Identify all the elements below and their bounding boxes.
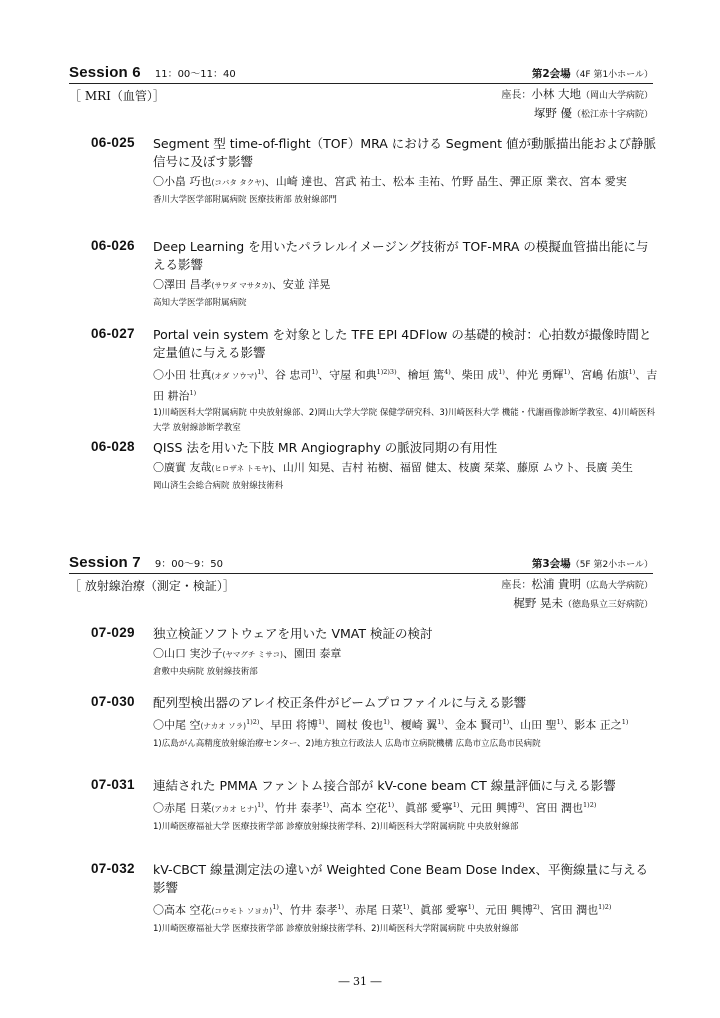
session-topic: ［ 放射線治療（測定・検証）］ bbox=[69, 579, 235, 593]
presentation-authors: 〇山口 実沙子(ヤマグチ ミサコ)、園田 泰章 bbox=[153, 647, 342, 660]
session-chairs bbox=[501, 576, 653, 614]
presentation-title: 連結された PMMA ファントム接合部が kV-cone beam CT 線量評価に与える影響 bbox=[153, 778, 616, 793]
session-name: Session 7 bbox=[69, 554, 141, 571]
page-number: ― 31 ― bbox=[338, 975, 382, 988]
session-time: 11：00～11：40 bbox=[154, 69, 236, 80]
session-topic: ［ MRI（血管）］ bbox=[69, 89, 165, 103]
chair-line bbox=[501, 86, 653, 105]
session-chairs bbox=[501, 86, 653, 124]
presentation-authors: 〇赤尾 日菜(アカオ ヒナ)$^{1)}$、竹井 泰孝$^{1)}$、高本 空花$^{1)}$、眞部 愛寧$^{1)}$、元田 興博$^{2)}$、宮田 潤也$^{1)2)}$ bbox=[153, 801, 597, 815]
presentation-number: 07-029 bbox=[91, 625, 135, 640]
presentation-number: 06-027 bbox=[91, 326, 135, 341]
chair-label: 座長： bbox=[501, 580, 532, 591]
presentation-authors: 〇中尾 空(ナカオ ソラ)$^{1)2)}$、早田 将博$^{1)}$、岡杖 俊也$^{1)}$、榎崎 翼$^{1)}$、金本 賢司$^{1)}$、山田 聖$^{1)}$、影本 正之$^{1)}$ bbox=[153, 718, 629, 732]
presentation-institutions: 1)広島がん高精度放射線治療センター、2)地方独立行政法人 広島市立病院機構 広島市立広島市民病院 bbox=[153, 738, 541, 749]
chair-label: 座長： bbox=[501, 90, 532, 101]
venue-detail: （5F 第2小ホール） bbox=[570, 560, 653, 570]
presentation-authors: 〇高本 空花(コウモト ソヨカ)$^{1)}$、竹井 泰孝$^{1)}$、赤尾 日菜$^{1)}$、眞部 愛寧$^{1)}$、元田 興博$^{2)}$、宮田 潤也$^{1)2)}$ bbox=[153, 903, 612, 917]
presentation-title: kV-CBCT 線量測定法の違いが Weighted Cone Beam Dose Index、平衡線量に与える影響 bbox=[153, 862, 649, 895]
venue-main: 第2会場 bbox=[531, 68, 571, 80]
session-time: 9：00～9：50 bbox=[154, 559, 224, 570]
presentation-title: Portal vein system を対象とした TFE EPI 4DFlow の基礎的検討：心拍数が撮像時間と定量値に与える影響 bbox=[153, 327, 652, 360]
chair-affiliation: （岡山大学病院） bbox=[580, 91, 653, 101]
session-venue bbox=[532, 66, 653, 81]
presentation-number: 06-026 bbox=[91, 238, 135, 253]
chair-name: 小林 大地 bbox=[531, 87, 581, 101]
session-header bbox=[69, 64, 653, 81]
presentation-authors: 〇廣實 友哉(ヒロザネ トモヤ)、山川 知晃、吉村 祐樹、福留 健太、枝廣 栞菜、藤原 ムウト、長廣 美生 bbox=[153, 461, 633, 474]
presentation-number: 06-025 bbox=[91, 135, 135, 150]
venue-detail: （4F 第1小ホール） bbox=[570, 70, 653, 80]
presentation-institutions: 岡山済生会総合病院 放射線技術科 bbox=[153, 481, 284, 491]
chair-line bbox=[501, 105, 653, 124]
chair-line bbox=[501, 595, 653, 614]
presentation-title: Deep Learning を用いたパラレルイメージング技術が TOF-MRA の模擬血管描出能に与える影響 bbox=[153, 239, 649, 272]
session-name: Session 6 bbox=[69, 64, 141, 81]
presentation-institutions: 1)川崎医療福祉大学 医療技術学部 診療放射線技術学科、2)川崎医科大学附属病院 中央放射線部 bbox=[153, 821, 519, 832]
presentation-title: 独立検証ソフトウェアを用いた VMAT 検証の検討 bbox=[153, 626, 433, 641]
chair-line bbox=[501, 576, 653, 595]
chair-name: 梶野 晃未 bbox=[513, 596, 563, 610]
chair-affiliation: （松江赤十字病院） bbox=[571, 110, 653, 120]
session-venue bbox=[532, 556, 653, 571]
presentation-authors: 〇澤田 昌孝(サワダ マサタカ)、安並 洋晃 bbox=[153, 278, 331, 291]
presentation-title: Segment 型 time-of-flight（TOF）MRA における Segment 値が動脈描出能および静脈信号に及ぼす影響 bbox=[153, 136, 657, 169]
presentation-title: 配列型検出器のアレイ校正条件がビームプロファイルに与える影響 bbox=[153, 695, 527, 710]
presentation-number: 07-032 bbox=[91, 861, 135, 876]
presentation-institutions: 1)川崎医療福祉大学 医療技術学部 診療放射線技術学科、2)川崎医科大学附属病院 中央放射線部 bbox=[153, 923, 519, 934]
presentation-institutions: 1)川崎医科大学附属病院 中央放射線部、2)岡山大学大学院 保健学研究科、3)川崎医科大学 機能・代謝画像診断学教室、4)川崎医科大学 放射線診断学教室 bbox=[153, 408, 656, 434]
session-rule bbox=[69, 573, 653, 574]
presentation-institutions: 香川大学医学部附属病院 医療技術部 放射線部門 bbox=[153, 195, 337, 205]
presentation-number: 07-030 bbox=[91, 694, 135, 709]
chair-affiliation: （徳島県立三好病院） bbox=[562, 600, 653, 610]
presentation-authors: 〇小畠 巧也(コバタ タクヤ)、山崎 達也、宮武 祐士、松本 圭祐、竹野 晶生、彈正原 業衣、宮本 愛実 bbox=[153, 175, 627, 188]
venue-main: 第3会場 bbox=[531, 558, 571, 570]
chair-name: 松浦 貴明 bbox=[531, 577, 581, 591]
presentation-number: 07-031 bbox=[91, 777, 135, 792]
chair-affiliation: （広島大学病院） bbox=[580, 581, 653, 591]
chair-name: 塚野 優 bbox=[533, 106, 572, 120]
presentation-institutions: 高知大学医学部附属病院 bbox=[153, 298, 247, 308]
session-rule bbox=[69, 83, 653, 84]
presentation-institutions: 倉敷中央病院 放射線技術部 bbox=[153, 667, 258, 677]
presentation-authors: 〇小田 壮真(オダ ソウマ)$^{1)}$、谷 忠司$^{1)}$、守屋 和典$^{1)2)3)}$、檜垣 篤$^{4)}$、柴田 成$^{1)}$、仲光 勇輝$^{1)}$、宮嶋 佑旗$^{1)}$、吉田 耕治$^{1)}$ bbox=[153, 368, 658, 403]
session-header bbox=[69, 554, 653, 571]
presentation-title: QISS 法を用いた下肢 MR Angiography の脈波同期の有用性 bbox=[153, 440, 498, 455]
presentation-number: 06-028 bbox=[91, 439, 135, 454]
